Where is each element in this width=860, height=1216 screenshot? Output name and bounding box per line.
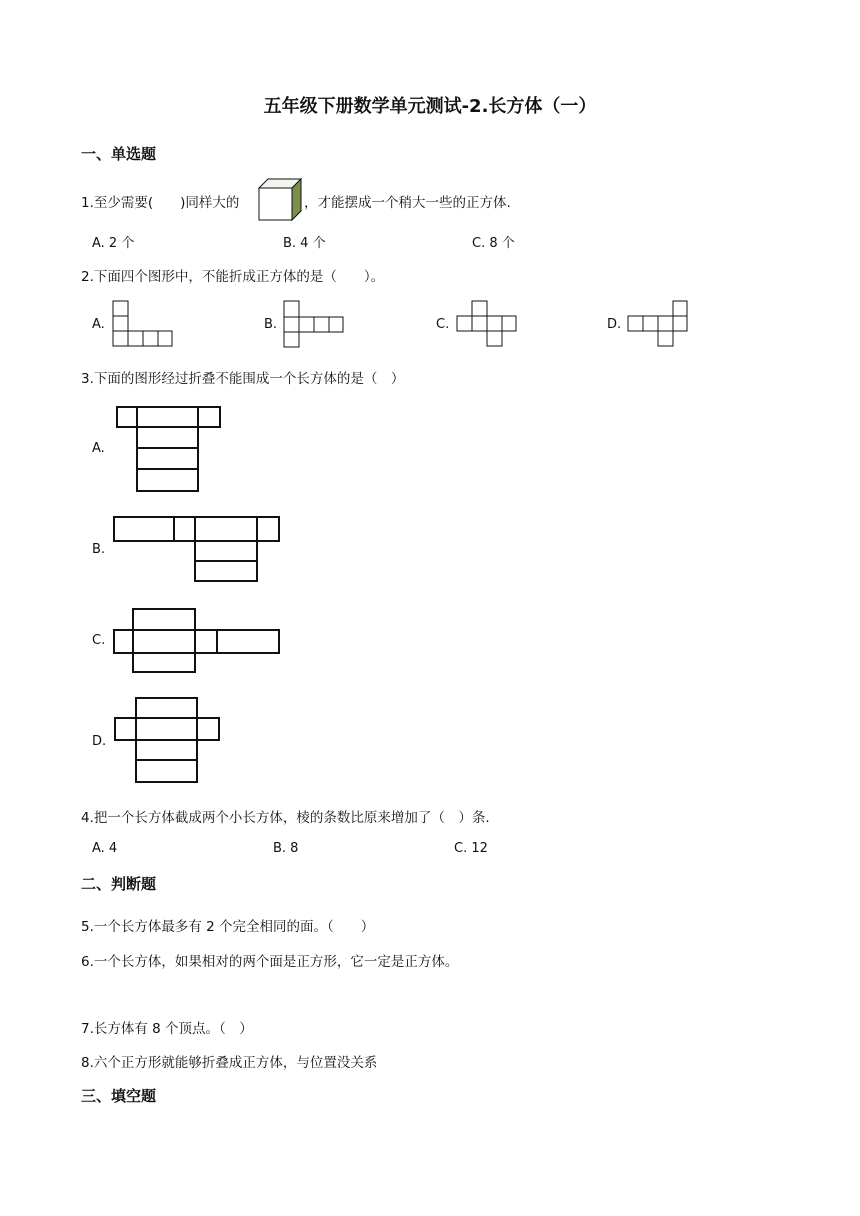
question-4-option-c[interactable]: C. 12	[454, 841, 488, 856]
question-2-text: 2.下面四个图形中，不能折成正方体的是（ ）。	[81, 269, 385, 285]
question-2-net-c	[456, 300, 518, 348]
question-3-net-a	[116, 406, 224, 494]
question-4-text: 4.把一个长方体截成两个小长方体，棱的条数比原来增加了（ ）条.	[81, 810, 490, 826]
document-title: 五年级下册数学单元测试-2.长方体（一）	[263, 96, 597, 117]
question-1-option-c[interactable]: C. 8 个	[472, 236, 515, 251]
question-2-option-a-label[interactable]: A.	[92, 317, 105, 332]
section-heading-single-choice: 一、单选题	[81, 145, 157, 163]
question-8-text: 8.六个正方形就能够折叠成正方体，与位置没关系	[81, 1055, 378, 1071]
question-1-option-a[interactable]: A. 2 个	[92, 236, 135, 251]
question-2-net-b	[283, 300, 345, 348]
question-3-net-b	[113, 516, 283, 584]
question-3-net-c	[113, 608, 283, 674]
question-3-option-d-label[interactable]: D.	[92, 734, 107, 749]
question-7-text: 7.长方体有 8 个顶点。（ ）	[81, 1021, 253, 1037]
question-5-text: 5.一个长方体最多有 2 个完全相同的面。（ ）	[81, 919, 375, 935]
question-2-option-d-label[interactable]: D.	[607, 317, 622, 332]
question-3-option-a-label[interactable]: A.	[92, 441, 105, 456]
question-4-option-b[interactable]: B. 8	[273, 841, 299, 856]
question-2-net-a	[112, 300, 174, 348]
question-2-net-d	[627, 300, 689, 348]
question-1-text-after: ，才能摆成一个稍大一些的正方体.	[304, 195, 511, 211]
question-3-text: 3.下面的图形经过折叠不能围成一个长方体的是（ ）	[81, 371, 405, 387]
question-3-option-b-label[interactable]: B.	[92, 542, 106, 557]
question-2-option-c-label[interactable]: C.	[436, 317, 450, 332]
question-2-option-b-label[interactable]: B.	[264, 317, 278, 332]
cube-figure	[258, 178, 302, 220]
section-heading-fill-in: 三、填空题	[81, 1087, 157, 1105]
question-6-text: 6.一个长方体，如果相对的两个面是正方形，它一定是正方体。	[81, 954, 459, 970]
question-4-option-a[interactable]: A. 4	[92, 841, 118, 856]
question-3-option-c-label[interactable]: C.	[92, 633, 106, 648]
question-3-net-d	[114, 697, 224, 785]
question-1-option-b[interactable]: B. 4 个	[283, 236, 326, 251]
question-1-text-before: 1.至少需要( )同样大的	[81, 195, 240, 211]
section-heading-true-false: 二、判断题	[81, 875, 157, 893]
